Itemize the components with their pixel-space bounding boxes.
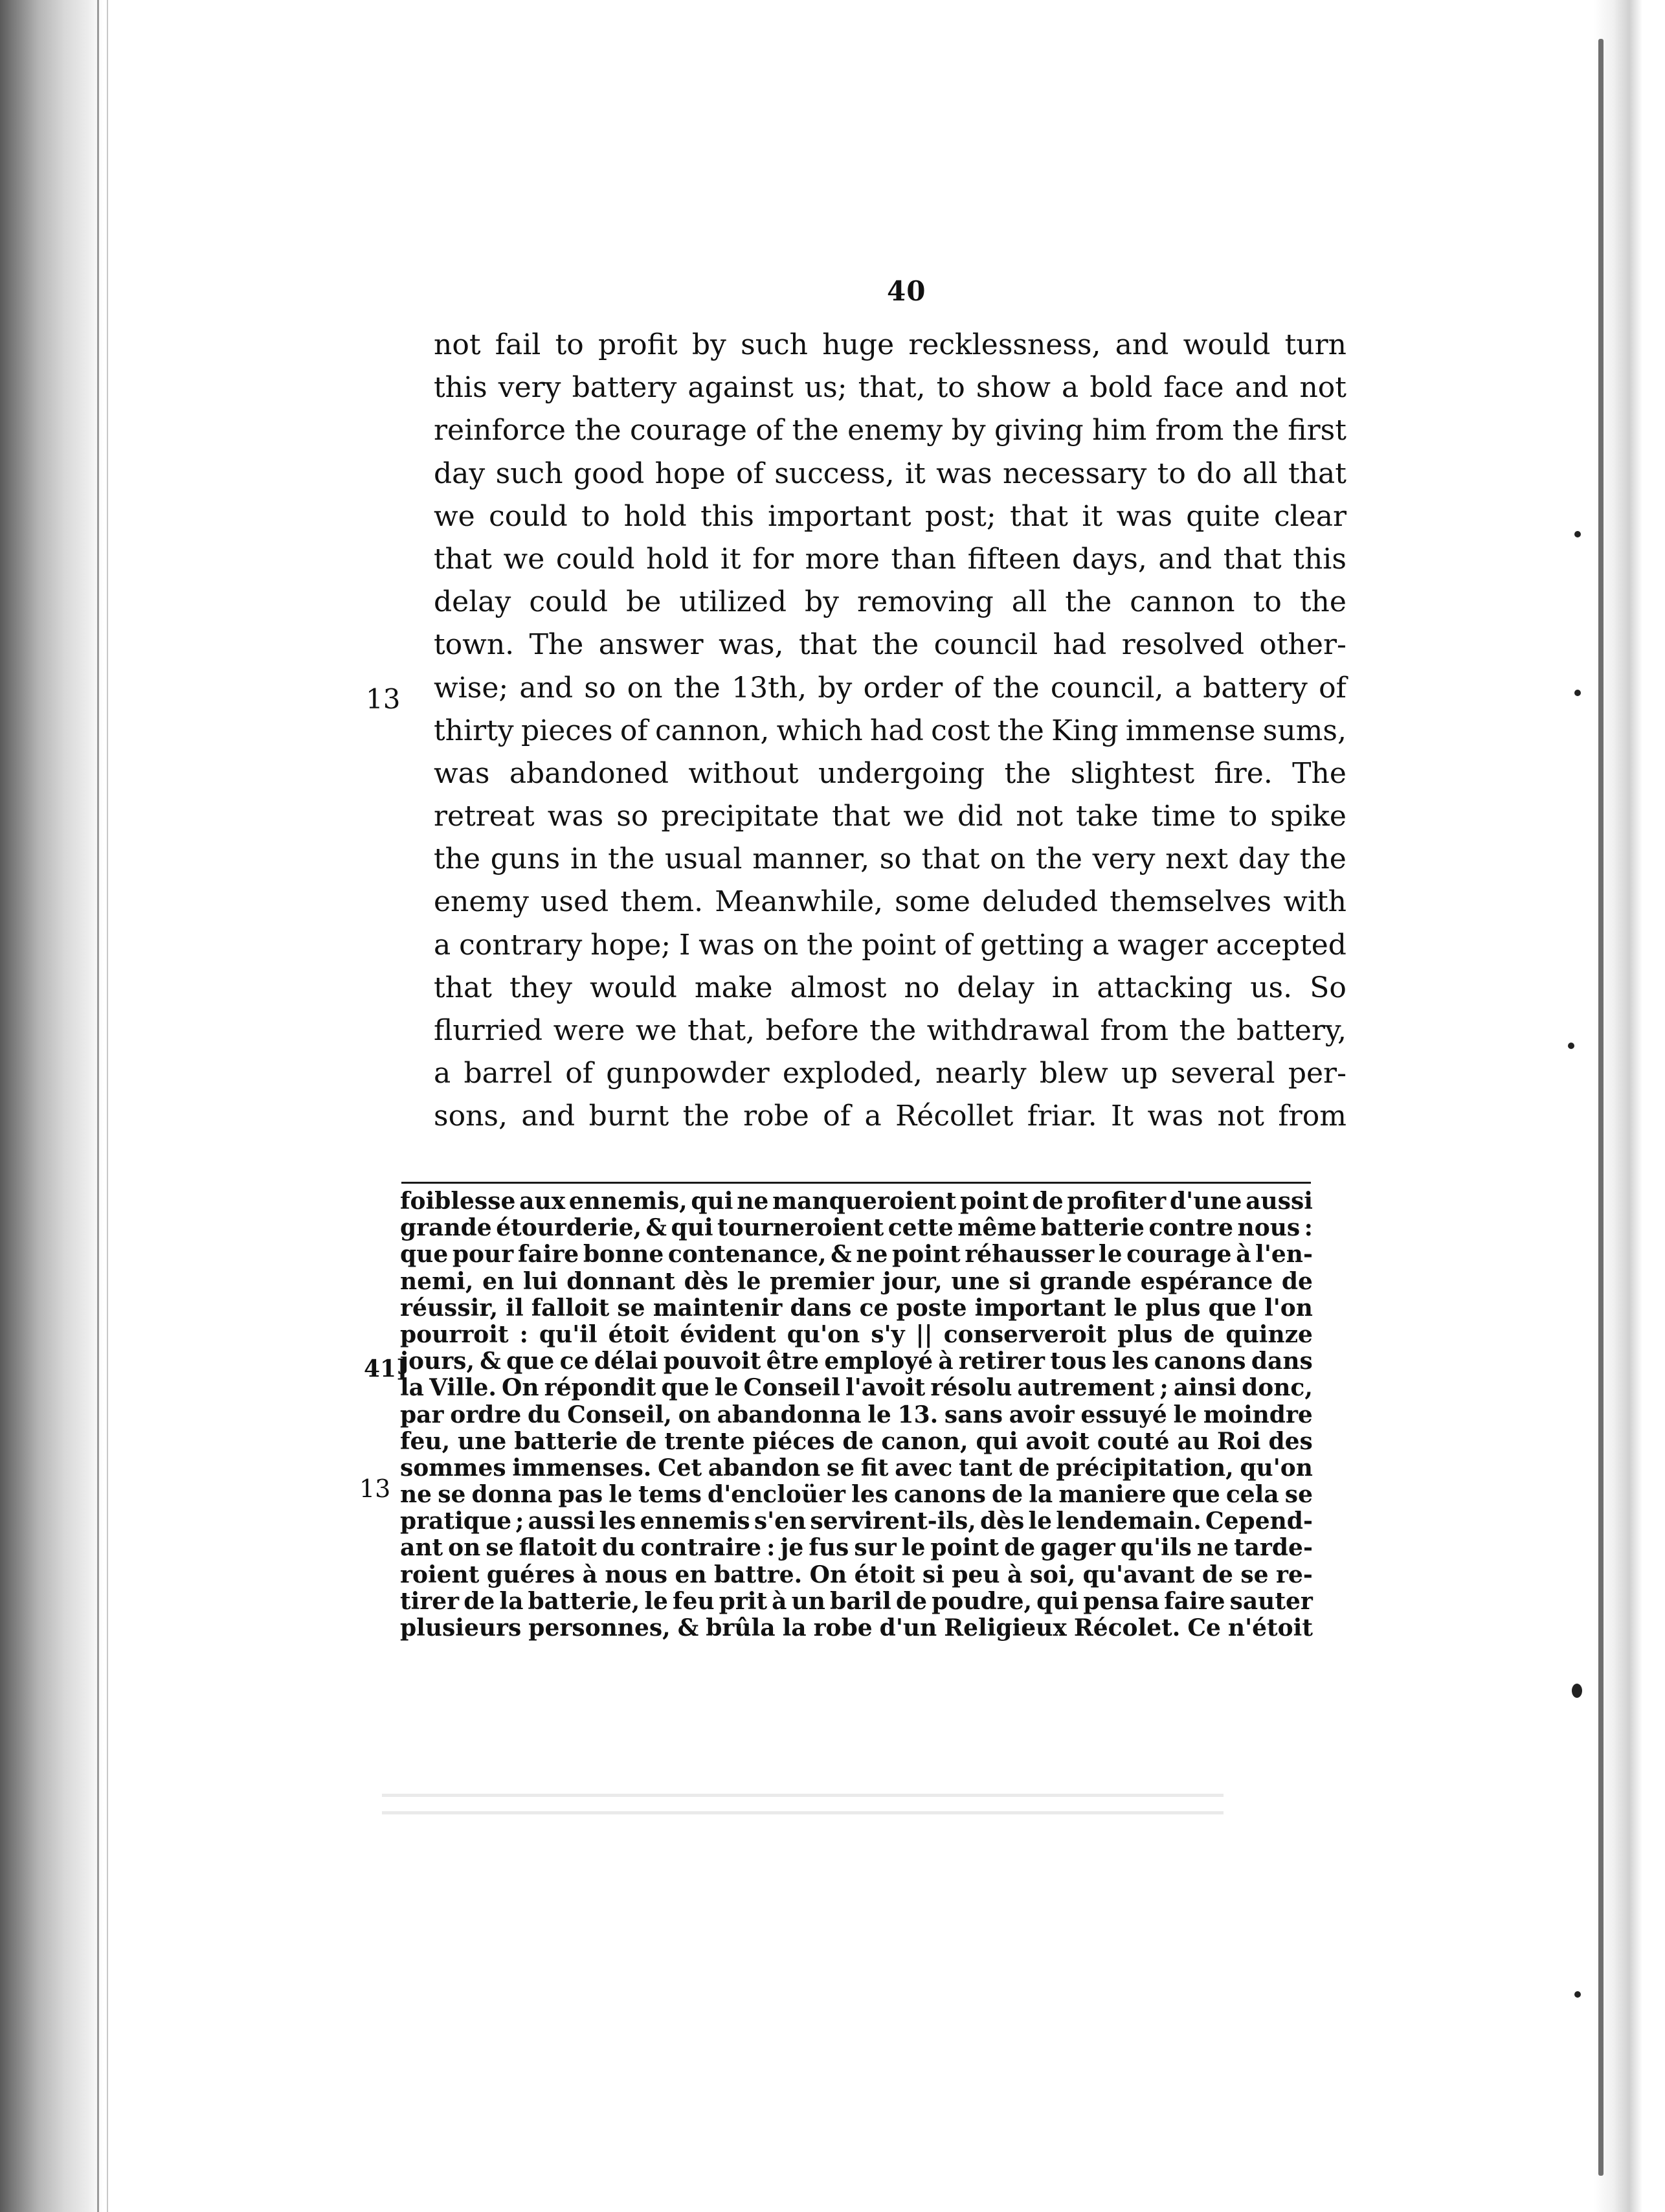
margin-page-ref: 41] [364, 1355, 408, 1382]
text-line: a barrel of gunpowder exploded, nearly blew up several per- [434, 1057, 1347, 1090]
french-text-line: tirer de la batterie, le feu prit à un baril de poudre, qui pensa faire sauter [400, 1587, 1313, 1615]
text-line: this very battery against us; that, to show a bold face and not [434, 371, 1347, 405]
edge-speck [1572, 1684, 1582, 1698]
french-text-line: que pour faire bonne contenance, & ne point réhausser le courage à l'en- [400, 1241, 1313, 1269]
text-line: thirty pieces of cannon, which had cost the King immense sums, [434, 714, 1347, 747]
text-line: day such good hope of success, it was necessary to do all that [434, 457, 1347, 490]
french-text-line: nemi, en lui donnant dès le premier jour, une si grande espérance de [400, 1267, 1313, 1295]
french-text-line: ne se donna pas le tems d'encloüer les canons de la maniere que cela se [400, 1481, 1313, 1509]
text-line: the guns in the usual manner, so that on the very next day the [434, 842, 1347, 876]
french-text-line: sommes immenses. Cet abandon se fit avec tant de précipitation, qu'on [400, 1454, 1313, 1482]
text-line: wise; and so on the 13th, by order of the council, a battery of [434, 671, 1347, 705]
text-line: enemy used them. Meanwhile, some deluded themselves with [434, 885, 1347, 919]
french-text-line: ant on se flatoit du contraire : je fus sur le point de gager qu'ils ne tarde- [400, 1534, 1313, 1562]
edge-speck [1574, 1991, 1581, 1998]
text-line: that we could hold it for more than fifteen days, and that this [434, 542, 1347, 576]
french-text-line: jours, & que ce délai pouvoit être employé à retirer tous les canons dans [400, 1348, 1313, 1375]
french-text-line: réussir, il falloit se maintenir dans ce poste important le plus que l'on [400, 1294, 1313, 1322]
french-text-line: par ordre du Conseil, on abandonna le 13. sans avoir essuyé le moindre [400, 1401, 1313, 1428]
text-line: a contrary hope; I was on the point of getting a wager accepted [434, 928, 1347, 962]
binding-shadow-left [0, 0, 104, 2212]
text-line: we could to hold this important post; that it was quite clear [434, 499, 1347, 533]
french-text-line: grande étourderie, & qui tourneroient cette même batterie contre nous : [400, 1214, 1313, 1242]
french-text-line: roient guéres à nous en battre. On étoit si peu à soi, qu'avant de se re- [400, 1561, 1313, 1588]
french-text-line: feu, une batterie de trente piéces de canon, qui avoit couté au Roi des [400, 1427, 1313, 1455]
french-text-line: pourroit : qu'il étoit évident qu'on s'y || conserveroit plus de quinze [400, 1320, 1313, 1348]
text-line: was abandoned without undergoing the slightest fire. The [434, 756, 1347, 790]
text-line: that they would make almost no delay in attacking us. So [434, 971, 1347, 1004]
original-french-text [400, 1188, 1313, 1642]
page-edge-right [1594, 0, 1665, 2212]
french-text-line: foiblesse aux ennemis, qui ne manqueroient point de profiter d'une aussi [400, 1188, 1313, 1215]
text-line: delay could be utilized by removing all the cannon to the [434, 585, 1347, 619]
edge-speck [1574, 690, 1581, 696]
text-line: town. The answer was, that the council had resolved other- [434, 628, 1347, 662]
margin-date-note: 13 [366, 683, 401, 715]
edge-speck [1568, 1043, 1574, 1049]
page-number: 40 [887, 275, 926, 307]
main-body-text [434, 324, 1347, 1138]
footnote-rule [401, 1182, 1311, 1184]
french-text-line: la Ville. On répondit que le Conseil l'avoit résolu autrement ; ainsi donc, [400, 1374, 1313, 1402]
edge-speck [1574, 531, 1581, 537]
page-edge-line [1598, 39, 1604, 2176]
bleed-through [382, 1794, 1224, 1833]
binding-line [107, 0, 108, 2212]
text-line: not fail to profit by such huge recklessness, and would turn [434, 328, 1347, 361]
text-line: reinforce the courage of the enemy by giving him from the first [434, 414, 1347, 447]
french-text-line: plusieurs personnes, & brûla la robe d'un Religieux Récolet. Ce n'étoit [400, 1614, 1313, 1642]
french-text-line: pratique ; aussi les ennemis s'en servirent-ils, dès le lendemain. Cepend- [400, 1507, 1313, 1535]
text-line: retreat was so precipitate that we did not take time to spike [434, 800, 1347, 833]
binding-line [97, 0, 99, 2212]
text-line: flurried were we that, before the withdrawal from the battery, [434, 1014, 1347, 1047]
margin-date-note: 13 [359, 1474, 391, 1503]
text-line: sons, and burnt the robe of a Récollet friar. It was not from [434, 1100, 1347, 1133]
